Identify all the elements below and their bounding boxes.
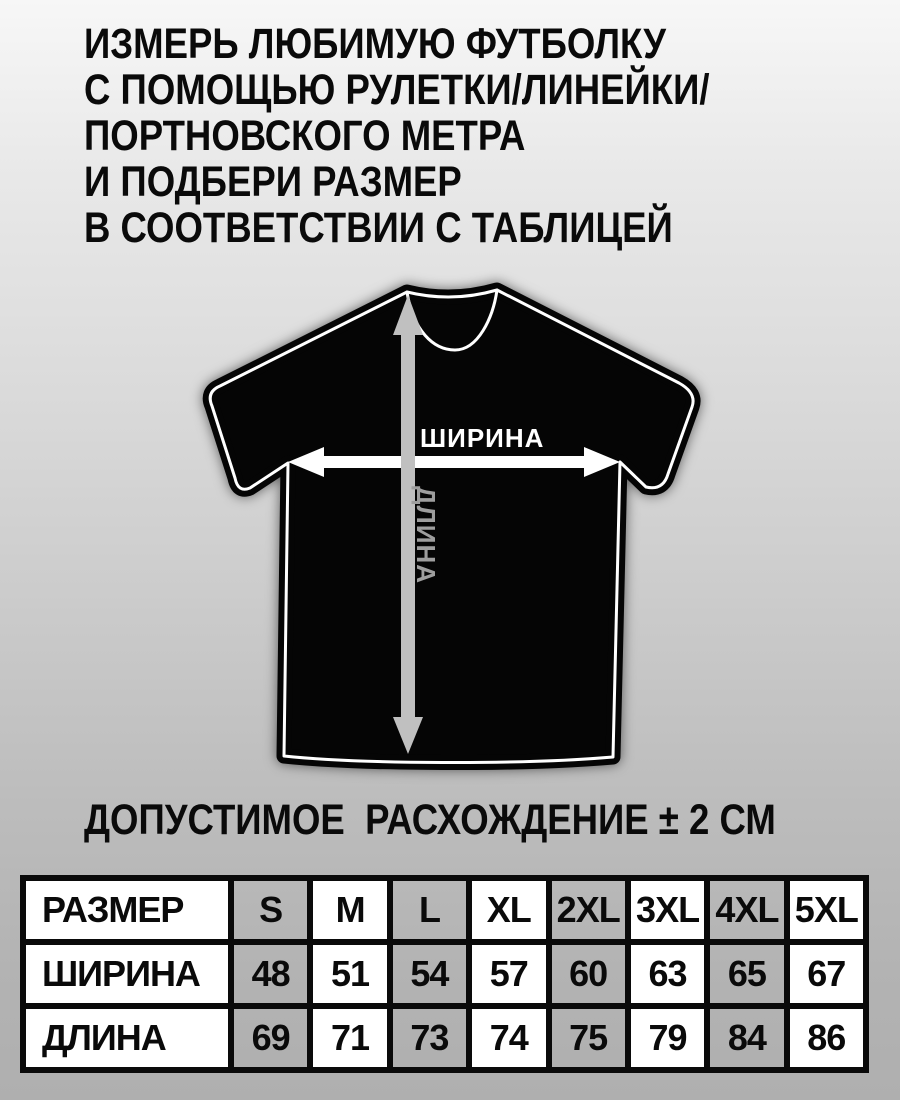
title-line-2: С ПОМОЩЬЮ РУЛЕТКИ/ЛИНЕЙКИ/ — [84, 66, 710, 114]
title-line-5: В СООТВЕТСТВИИ С ТАБЛИЦЕЙ — [84, 204, 673, 252]
width-value-xl: 57 — [469, 942, 548, 1006]
tolerance-note: ДОПУСТИМОЕ РАСХОЖДЕНИЕ ± 2 СМ — [84, 796, 776, 844]
table-row-length — [23, 1006, 866, 1070]
col-header-m: M — [310, 878, 389, 942]
length-value-m: 71 — [310, 1006, 389, 1070]
table-row-width — [23, 942, 866, 1006]
size-table — [20, 875, 869, 1073]
row-label-length: ДЛИНА — [23, 1006, 231, 1070]
col-header-s: S — [231, 878, 310, 942]
row-label-width: ШИРИНА — [23, 942, 231, 1006]
width-value-m: 51 — [310, 942, 389, 1006]
col-header-size: РАЗМЕР — [23, 878, 231, 942]
title-line-3: ПОРТНОВСКОГО МЕТРА — [84, 112, 526, 160]
length-arrow-label: ДЛИНА — [411, 486, 441, 585]
length-value-3xl: 79 — [628, 1006, 707, 1070]
col-header-l: L — [390, 878, 469, 942]
length-value-s: 69 — [231, 1006, 310, 1070]
width-value-3xl: 63 — [628, 942, 707, 1006]
col-header-4xl: 4XL — [707, 878, 786, 942]
length-value-xl: 74 — [469, 1006, 548, 1070]
title-line-1: ИЗМЕРЬ ЛЮБИМУЮ ФУТБОЛКУ — [84, 20, 666, 68]
width-value-5xl: 67 — [787, 942, 866, 1006]
width-arrow-label: ШИРИНА — [420, 423, 545, 453]
col-header-5xl: 5XL — [787, 878, 866, 942]
length-value-l: 73 — [390, 1006, 469, 1070]
title-line-4: И ПОДБЕРИ РАЗМЕР — [84, 158, 462, 206]
width-value-2xl: 60 — [549, 942, 628, 1006]
width-value-s: 48 — [231, 942, 310, 1006]
table-header-row — [23, 878, 866, 942]
length-value-4xl: 84 — [707, 1006, 786, 1070]
length-value-5xl: 86 — [787, 1006, 866, 1070]
width-value-l: 54 — [390, 942, 469, 1006]
length-value-2xl: 75 — [549, 1006, 628, 1070]
col-header-2xl: 2XL — [549, 878, 628, 942]
col-header-xl: XL — [469, 878, 548, 942]
width-value-4xl: 65 — [707, 942, 786, 1006]
tshirt-silhouette — [210, 290, 693, 763]
col-header-3xl: 3XL — [628, 878, 707, 942]
